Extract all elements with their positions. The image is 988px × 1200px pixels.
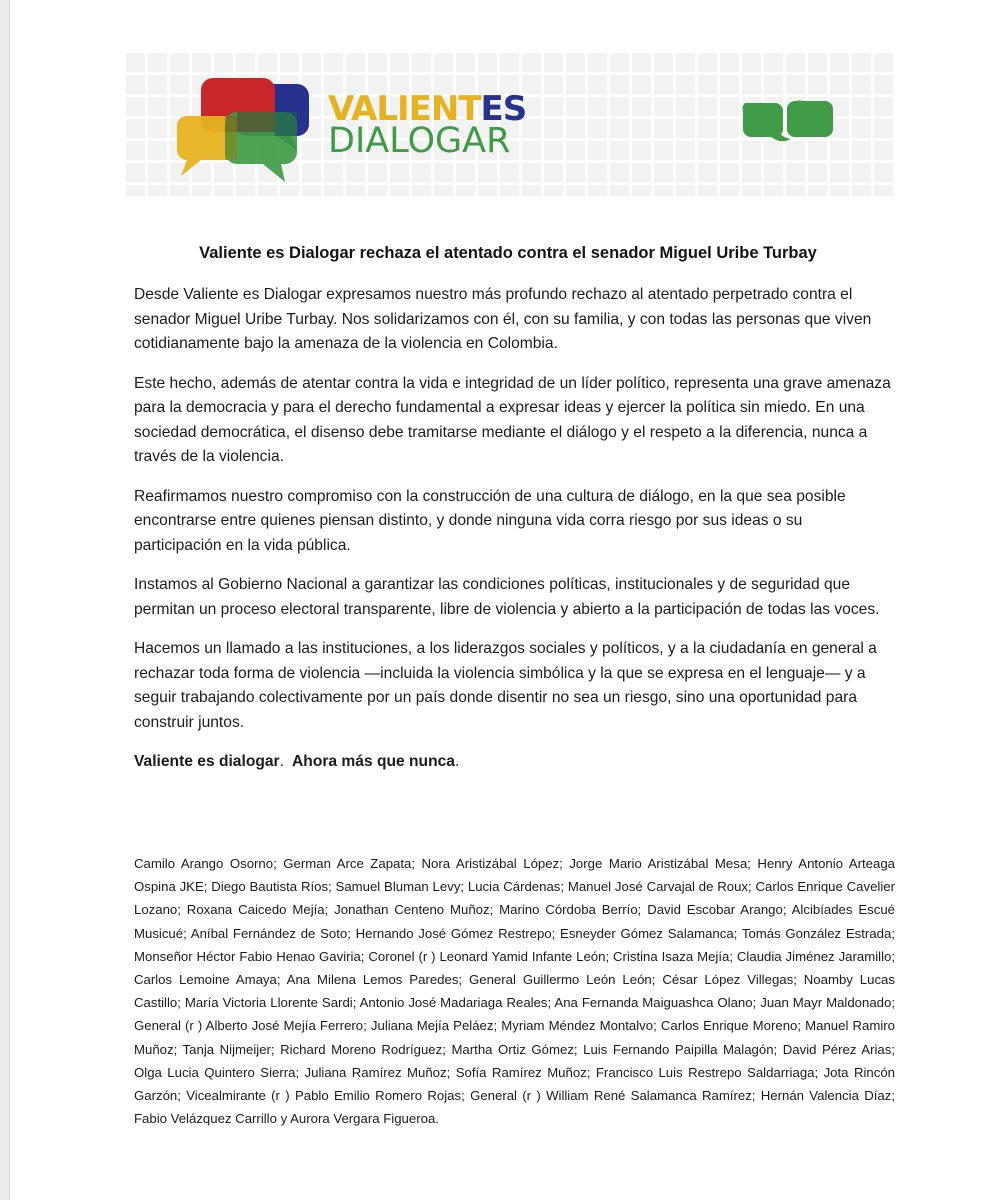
logo-wordmark-bottom: DIALOGAR bbox=[328, 121, 511, 161]
paragraph: Reafirmamos nuestro compromiso con la construcción de una cultura de diálogo, en la que sea posible encontrarse entre quienes piensan distinto, y donde ninguna vida corra riesgo por sus ideas o su participación en la vida pública. bbox=[134, 487, 846, 554]
paragraph: Este hecho, además de atentar contra la vida e integridad de un líder político, representa una grave amenaza para la democracia y para el derecho fundamental a expresar ideas y ejercer la política sin miedo. En una sociedad democrática, el disenso debe tramitarse mediante el diálogo y el respeto a la diferencia, nunca a través de la violencia. bbox=[134, 374, 891, 465]
document-title: Valiente es Dialogar rechaza el atentado contra el senador Miguel Uribe Turbay bbox=[199, 244, 817, 262]
closing-statement: Valiente es dialogar. Ahora más que nunca. bbox=[134, 753, 460, 770]
document-body bbox=[134, 283, 894, 790]
green-bubbles-icon bbox=[739, 97, 839, 147]
speech-bubbles-logo bbox=[175, 72, 315, 184]
paragraph: Hacemos un llamado a las instituciones, a los liderazgos sociales y políticos, y a la ciudadanía en general a rechazar toda forma de violencia —incluida la violencia simbólica y la que se expresa en el lenguaje— y a seguir trabajando colectivamente por un país donde disentir no sea un riesgo, sino una oportunidad para construir juntos. bbox=[134, 640, 877, 731]
header-banner bbox=[123, 50, 893, 196]
logo-wordmark-top: VALIENTES bbox=[328, 89, 527, 129]
document-page bbox=[10, 0, 988, 1200]
paragraph: Desde Valiente es Dialogar expresamos nuestro más profundo rechazo al atentado perpetrado contra el senador Miguel Uribe Turbay. Nos solidarizamos con él, con su familia, y con todas las personas que viven cotidianamente bajo la amenaza de la violencia en Colombia. bbox=[134, 286, 872, 352]
signatories-list: Camilo Arango Osorno; German Arce Zapata; Nora Aristizábal López; Jorge Mario Aristizábal Mesa; Henry Antonio Arteaga Ospina JKE; Diego Bautista Ríos; Samuel Bluman Levy; Lucia Cárdenas; Manuel José Carvajal de Roux; Carlos Enrique Cavelier Lozano; Roxana Caicedo Mejía; Jonathan Centeno Muñoz; Marino Córdoba Berrío; David Escobar Arango; Alcibíades Escué Musicué; Aníbal Fernández de Soto; Hernando José Gómez Restrepo; Esneyder Gómez Salamanca; Tomás González Estrada; Monseñor Héctor Fabio Henao Gaviria; Coronel (r ) Leonard Yamid Infante León; Cristina Isaza Mejía; Claudia Jiménez Jaramillo; Carlos Lemoine Amaya; Ana Milena Lemos Paredes; General Guillermo León León; César López Villegas; Noamby Lucas Castillo; María Victoria Llorente Sardi; Antonio José Madariaga Reales; Ana Fernanda Maiguashca Olano; Juan Mayr Maldonado; General (r ) Alberto José Mejía Ferrero; Juliana Mejía Peláez; Myriam Méndez Montalvo; Carlos Enrique Moreno; Manuel Ramiro Muñoz; Tanja Nijmeijer; Richard Moreno Rodríguez; Martha Ortiz Gómez; Luis Fernando Paipilla Malagón; David Pérez Arias; Olga Lucia Quintero Sierra; Juliana Ramírez Muñoz; Sofía Ramírez Muñoz; Francisco Luis Restrepo Saldarriaga; Jota Rincón Garzón; Vicealmirante (r ) Pablo Emilio Romero Rojas; General (r ) William René Salamanca Ramírez; Hernán Valencia Díaz; Fabio Velázquez Carrillo y Aurora Vergara Figueroa. bbox=[134, 856, 895, 1127]
logo-wordmark bbox=[328, 89, 527, 161]
paragraph: Instamos al Gobierno Nacional a garantizar las condiciones políticas, institucionales y de seguridad que permitan un proceso electoral transparente, libre de violencia y abierto a la participación de todas las voces. bbox=[134, 576, 880, 618]
